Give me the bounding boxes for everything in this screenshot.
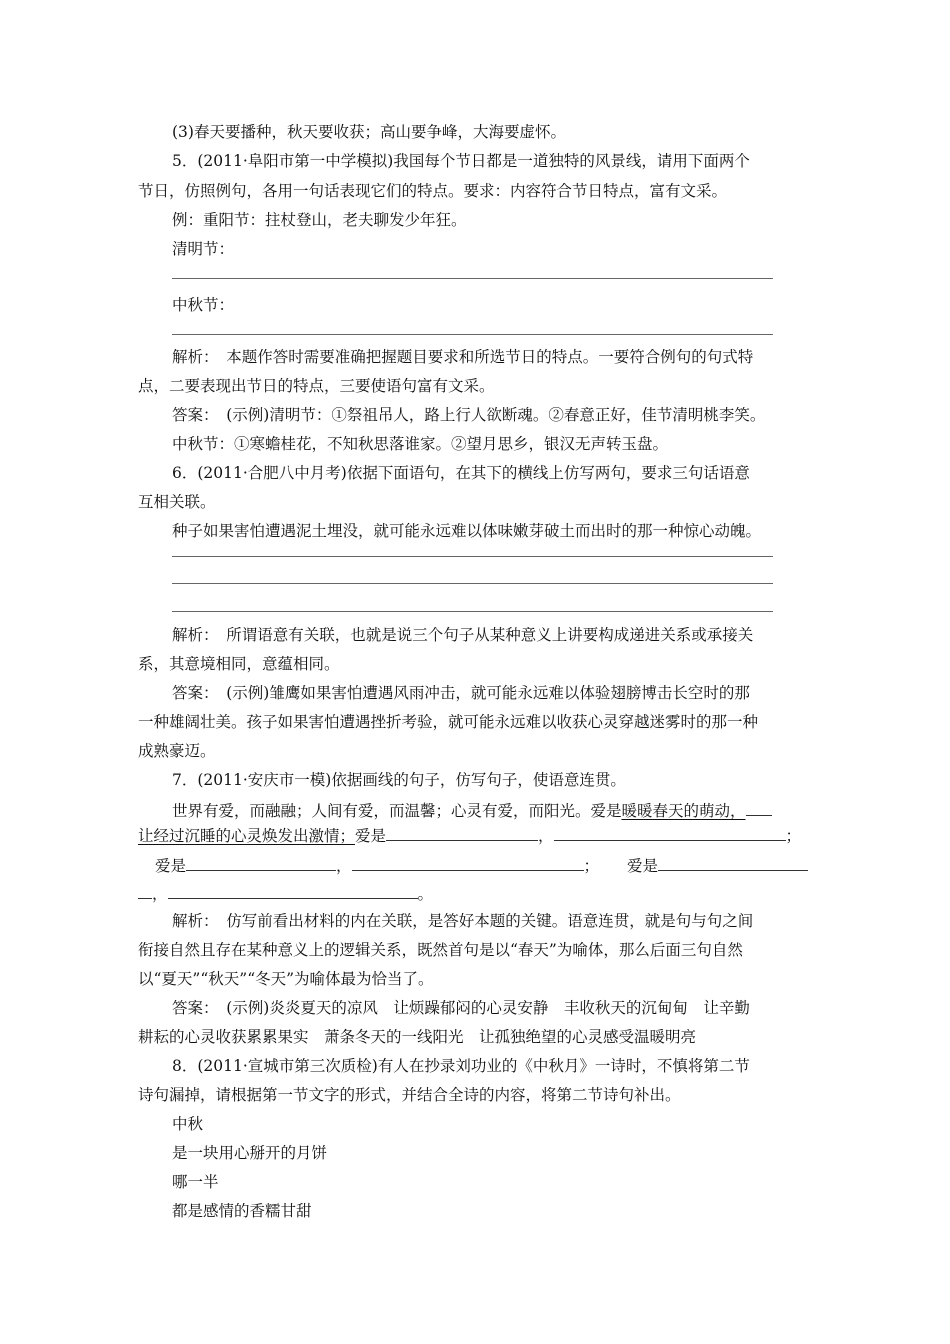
punct: 。 [417, 885, 434, 903]
answer-text: 答案： (示例)炎炎夏天的凉风 让烦躁郁闷的心灵安静 丰收秋天的沉甸甸 让辛勤 [172, 999, 750, 1017]
answer-blank-line [172, 583, 773, 584]
question-6-stem: 互相关联。 [138, 493, 216, 511]
punct: ， [336, 857, 352, 875]
analysis-text: 解析： 所谓语意有关联，也就是说三个句子从某种意义上讲要构成递进关系或承接关 [172, 626, 754, 644]
question-7-passage [138, 823, 801, 847]
qingming-label: 清明节： [172, 240, 235, 258]
ai-shi-label: 爱是 [355, 827, 387, 845]
fill-in-blank[interactable] [168, 881, 418, 899]
question-7-stem: 7．(2011·安庆市一模)依据画线的句子，仿写句子，使语意连贯。 [172, 771, 626, 789]
text-line: (3)春天要播种，秋天要收获；高山要争峰，大海要虚怀。 [172, 123, 566, 141]
ai-shi-label: 爱是 [627, 857, 659, 875]
answer-text: 答案： (示例)清明节：①祭祖吊人，路上行人欲断魂。②春意正好，佳节清明桃李笑。 [172, 406, 766, 424]
question-8-stem: 8．(2011·宣城市第三次质检)有人在抄录刘功业的《中秋月》一诗时，不慎将第二节 [172, 1057, 750, 1075]
answer-blank-line [172, 334, 773, 335]
question-8-stem: 诗句漏掉，请根据第一节文字的形式，并结合全诗的内容，将第二节诗句补出。 [138, 1086, 681, 1104]
analysis-text: 解析： 本题作答时需要准确把握题目要求和所选节日的特点。一要符合例句的句式特 [172, 348, 754, 366]
question-7-passage [138, 881, 433, 905]
answer-blank-line [172, 556, 773, 557]
poem-line: 哪一半 [172, 1173, 219, 1191]
passage-text: 世界有爱，而融融；人间有爱，而温馨；心灵有爱，而阳光。爱是 [172, 802, 622, 820]
analysis-text: 以“夏天”“秋天”“冬天”为喻体最为恰当了。 [138, 970, 434, 988]
underline-gap [746, 798, 772, 816]
answer-blank-line [172, 611, 773, 612]
punct: ， [152, 885, 168, 903]
fill-in-blank[interactable] [352, 853, 584, 871]
fill-in-blank[interactable] [138, 881, 152, 899]
question-7-passage [155, 853, 808, 877]
analysis-text: 点，二要表现出节日的特点，三要使语句富有文采。 [138, 377, 495, 395]
poem-line: 是一块用心掰开的月饼 [172, 1144, 328, 1162]
answer-text: 答案： (示例)雏鹰如果害怕遭遇风雨冲击，就可能永远难以体验翅膀博击长空时的那 [172, 684, 750, 702]
poem-line: 都是感情的香糯甘甜 [172, 1202, 312, 1220]
zhongqiu-label: 中秋节： [172, 296, 235, 314]
underlined-sentence: 暖暖春天的萌动， [621, 802, 746, 820]
question-7-passage [172, 798, 772, 822]
analysis-text: 系，其意境相同，意蕴相同。 [138, 655, 340, 673]
poem-line: 中秋 [172, 1115, 204, 1133]
punct: ； [785, 827, 802, 845]
question-5-example: 例：重阳节：拄杖登山，老夫聊发少年狂。 [172, 211, 467, 229]
analysis-text: 解析： 仿写前看出材料的内在关联，是答好本题的关键。语意连贯，就是句与句之间 [172, 912, 754, 930]
question-5-stem: 5．(2011·阜阳市第一中学模拟)我国每个节日都是一道独特的风景线，请用下面两个 [172, 152, 750, 170]
question-5-stem: 节日，仿照例句，各用一句话表现它们的特点。要求：内容符合节日特点，富有文采。 [138, 182, 728, 200]
answer-text: 耕耘的心灵收获累累果实 萧条冬天的一线阳光 让孤独绝望的心灵感受温暖明亮 [138, 1028, 697, 1046]
question-6-sentence: 种子如果害怕遭遇泥土埋没，就可能永远难以体味嫩芽破土而出时的那一种惊心动魄。 [172, 522, 762, 540]
ai-shi-label: 爱是 [155, 857, 187, 875]
underlined-sentence: 让经过沉睡的心灵焕发出激情； [138, 827, 356, 845]
fill-in-blank[interactable] [658, 853, 808, 871]
fill-in-blank[interactable] [386, 823, 538, 841]
fill-in-blank[interactable] [554, 823, 786, 841]
punct: ； [583, 857, 600, 875]
answer-text: 中秋节：①寒蟾桂花，不知秋思落谁家。②望月思乡，银汉无声转玉盘。 [172, 435, 669, 453]
answer-text: 成熟豪迈。 [138, 742, 216, 760]
answer-blank-line [172, 278, 773, 279]
punct: ， [538, 827, 554, 845]
answer-text: 一种雄阔壮美。孩子如果害怕遭遇挫折考验，就可能永远难以收获心灵穿越迷雾时的那一种 [138, 713, 759, 731]
question-6-stem: 6．(2011·合肥八中月考)依据下面语句，在其下的横线上仿写两句，要求三句话语意 [172, 464, 750, 482]
analysis-text: 衔接自然且存在某种意义上的逻辑关系，既然首句是以“春天”为喻体，那么后面三句自然 [138, 941, 743, 959]
fill-in-blank[interactable] [186, 853, 336, 871]
